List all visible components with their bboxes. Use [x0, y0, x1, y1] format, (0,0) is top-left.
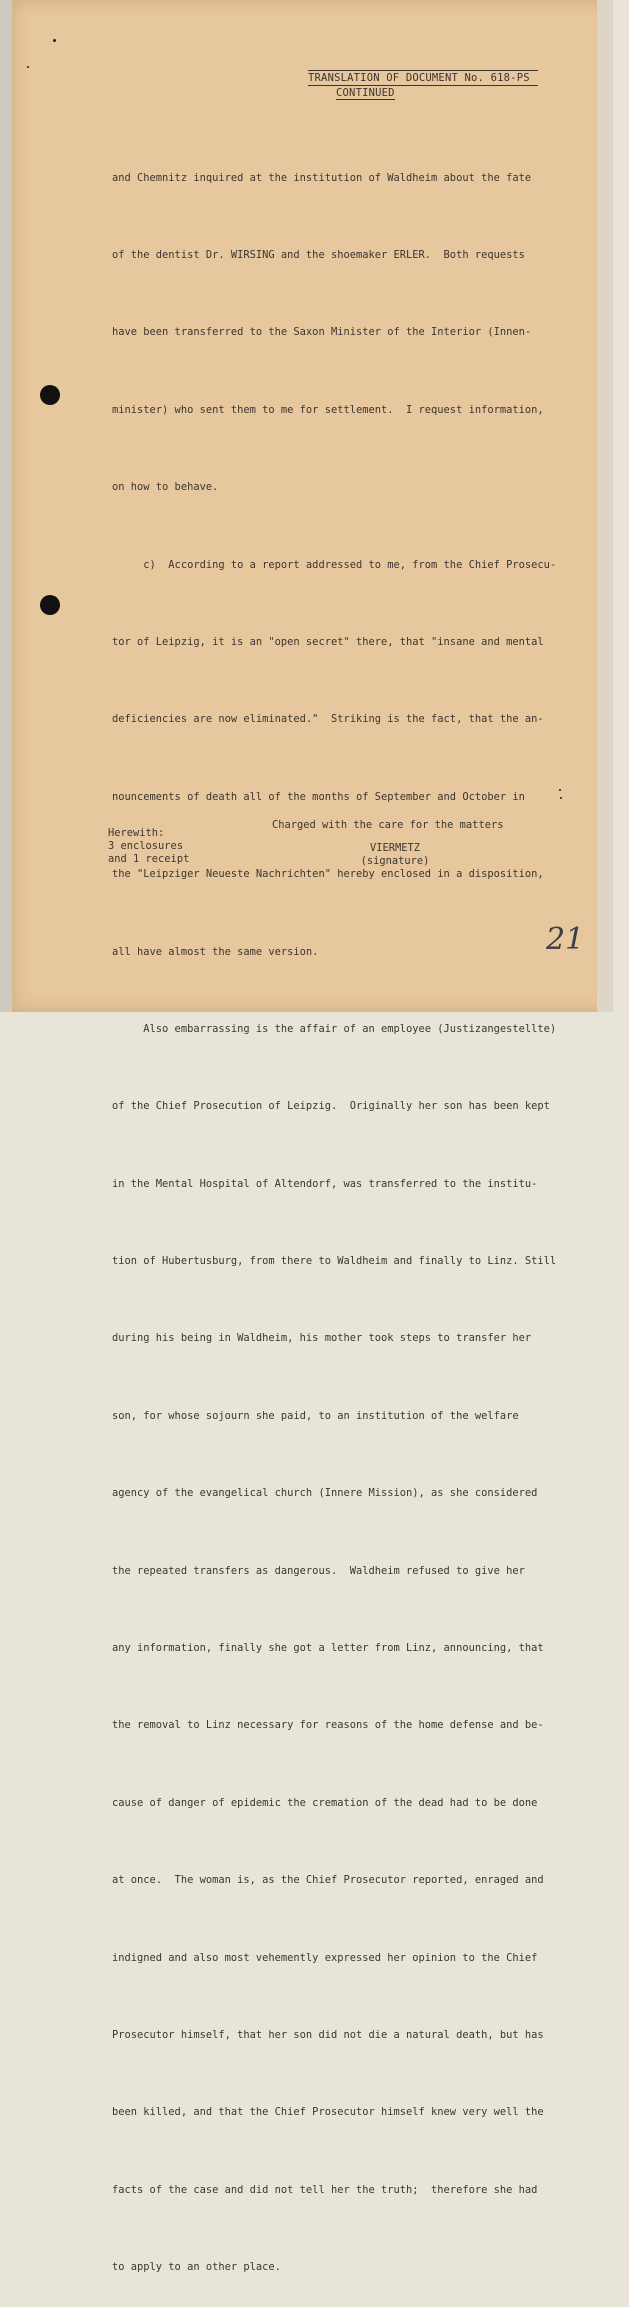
body-line: nouncements of death all of the months of September and October in [112, 790, 525, 803]
signer-name: VIERMETZ [369, 842, 421, 854]
body-line: on how to behave. [112, 481, 219, 494]
document-title: TRANSLATION OF DOCUMENT No. 618-PS [308, 70, 538, 86]
signature-block [340, 842, 450, 868]
body-line: been killed, and that the Chief Prosecutor himself knew very well the [112, 2106, 544, 2119]
body-line: all have almost the same version. [112, 945, 319, 958]
body-line: at once. The woman is, as the Chief Prosecutor reported, enraged and [112, 1874, 544, 1887]
body-line: in the Mental Hospital of Altendorf, was transferred to the institu- [112, 1177, 538, 1190]
body-line: the repeated transfers as dangerous. Waldheim refused to give her [112, 1564, 525, 1577]
body-line: agency of the evangelical church (Innere Mission), as she considered [112, 1487, 538, 1500]
body-line: the "Leipziger Neueste Nachrichten" hereby enclosed in a disposition, [112, 868, 544, 881]
body-line: the removal to Linz necessary for reasons of the home defense and be- [112, 1719, 544, 1732]
ink-speck [27, 66, 29, 68]
body-line: Prosecutor himself, that her son did not die a natural death, but has [112, 2028, 544, 2041]
document-header [308, 70, 538, 99]
herewith-label: Herewith: [108, 827, 165, 839]
body-line: of the Chief Prosecution of Leipzig. Originally her son has been kept [112, 1100, 550, 1113]
body-line: minister) who sent them to me for settlement. I request information, [112, 403, 544, 416]
handwritten-page-number: 21 [546, 922, 585, 957]
body-line: indigned and also most vehemently expressed her opinion to the Chief [112, 1951, 538, 1964]
signature-note: (signature) [360, 855, 430, 867]
body-line: c) According to a report addressed to me, from the Chief Prosecu- [112, 558, 557, 571]
body-line: deficiencies are now eliminated." Striking is the fact, that the an- [112, 713, 544, 726]
receipt-count: and 1 receipt [108, 853, 190, 865]
ink-speck [53, 39, 56, 42]
body-line: and Chemnitz inquired at the institution of Waldheim about the fate [112, 171, 532, 184]
enclosures-count: 3 enclosures [108, 840, 184, 852]
body-line: of the dentist Dr. WIRSING and the shoemaker ERLER. Both requests [112, 248, 525, 261]
body-line: tor of Leipzig, it is an "open secret" there, that "insane and mental [112, 635, 544, 648]
punch-hole-bottom [40, 595, 60, 615]
scan-left-margin [0, 0, 12, 1012]
body-line: to apply to an other place. [112, 2261, 281, 2274]
body-line: facts of the case and did not tell her the truth; therefore she had [112, 2183, 538, 2196]
document-subtitle: CONTINUED [336, 87, 395, 99]
punch-hole-top [40, 385, 60, 405]
body-line: son, for whose sojourn she paid, to an institution of the welfare [112, 1409, 519, 1422]
body-line: during his being in Waldheim, his mother took steps to transfer her [112, 1332, 532, 1345]
scan-right-margin [597, 0, 613, 1012]
enclosures-block [108, 827, 189, 866]
body-line: Also embarrassing is the affair of an employee (Justizangestellte) [112, 1022, 557, 1035]
body-line: any information, finally she got a letter from Linz, announcing, that [112, 1642, 544, 1655]
document-body [112, 114, 562, 2307]
body-line: have been transferred to the Saxon Minister of the Interior (Innen- [112, 326, 532, 339]
charged-line: Charged with the care for the matters [272, 819, 504, 831]
body-line: tion of Hubertusburg, from there to Waldheim and finally to Linz. Still [112, 1255, 557, 1268]
body-line: cause of danger of epidemic the cremation of the dead had to be done [112, 1796, 538, 1809]
